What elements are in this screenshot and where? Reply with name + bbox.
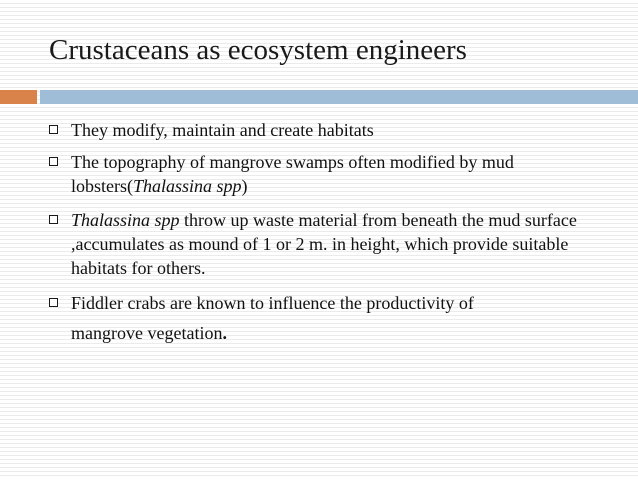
species-name: Thalassina spp <box>133 176 242 196</box>
bullet-text-part: mangrove vegetation <box>71 323 223 343</box>
square-bullet-icon <box>49 215 58 224</box>
square-bullet-icon <box>49 157 58 166</box>
bullet-end-mark: . <box>222 323 227 343</box>
bullet-text-part: The topography of mangrove swamps often modified by mud lobsters( <box>71 152 514 196</box>
bullet-text-line <box>71 321 609 345</box>
species-name: Thalassina spp <box>71 210 180 230</box>
slide-title: Crustaceans as ecosystem engineers <box>49 34 467 66</box>
bullet-text: They modify, maintain and create habitats <box>71 120 374 140</box>
list-item <box>49 118 609 142</box>
bullet-text <box>71 291 609 345</box>
list-item <box>49 291 609 345</box>
bullet-text-part: ) <box>241 176 248 196</box>
square-bullet-icon <box>49 125 58 134</box>
bullet-text <box>71 208 609 280</box>
list-item <box>49 208 609 280</box>
bullet-text-part: throw up waste material from beneath the mud surface ,accumulates as mound of 1 or 2 m. in height, which provide suitable habitats for others. <box>71 210 577 278</box>
square-bullet-icon <box>49 298 58 307</box>
bullet-text <box>71 150 609 198</box>
bullet-text-line: Fiddler crabs are known to influence the productivity of <box>71 293 474 313</box>
list-item <box>49 150 609 198</box>
